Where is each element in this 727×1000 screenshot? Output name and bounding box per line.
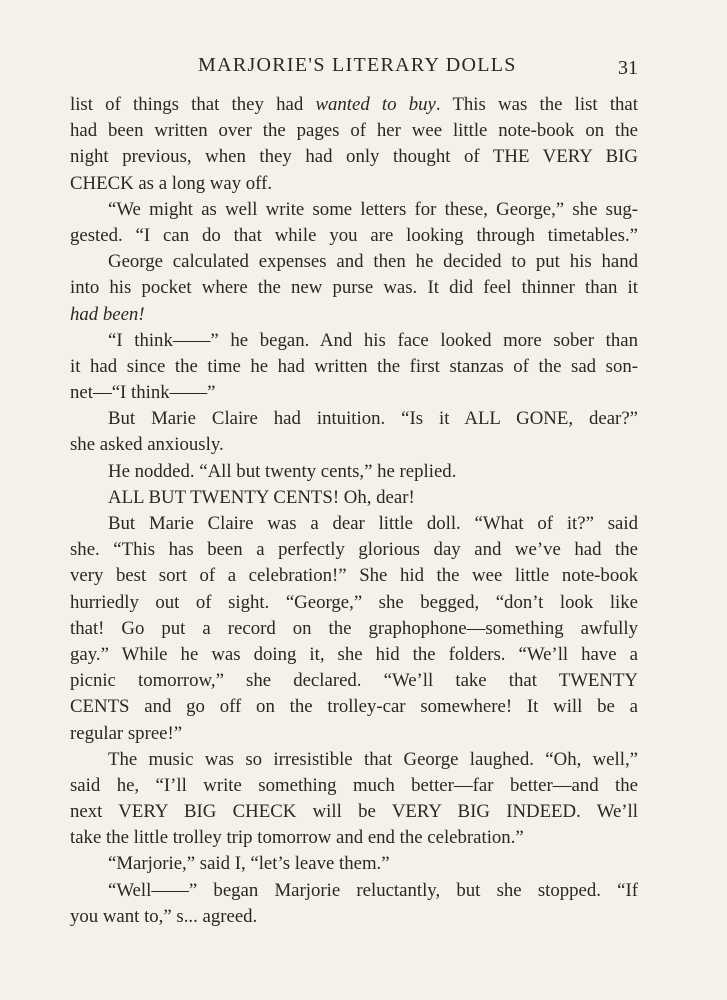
text-line: regular spree!” xyxy=(70,722,183,744)
text-line: that! Go put a record on the graphophone—something awfully xyxy=(70,617,638,639)
text-line: you want to,” s... agreed. xyxy=(70,905,258,927)
text-line: gay.” While he was doing it, she hid the folders. “We’ll have a xyxy=(70,643,638,665)
text-line: net—“I think——” xyxy=(70,382,216,404)
text-line: she. “This has been a perfectly glorious day and we’ve had the xyxy=(70,539,638,561)
text-line: CENTS and go off on the trolley-car somewhere! It will be a xyxy=(70,696,638,718)
body-text xyxy=(70,92,638,930)
text-line: hurriedly out of sight. “George,” she begged, “don’t look like xyxy=(70,591,638,613)
text-line: said he, “I’ll write something much better—far better—and the xyxy=(70,774,638,796)
text-line: “We might as well write some letters for these, George,” she sug- xyxy=(108,198,638,220)
emphasis: had been! xyxy=(70,303,145,325)
text-line: gested. “I can do that while you are looking through timetables.” xyxy=(70,224,638,246)
text-line: George calculated expenses and then he decided to put his hand xyxy=(108,251,638,273)
text-line: next VERY BIG CHECK will be VERY BIG INDEED. We’ll xyxy=(70,801,638,823)
text-line: list of things that they had wanted to buy. This was the list that xyxy=(70,94,638,115)
running-title: MARJORIE'S LITERARY DOLLS xyxy=(198,54,517,76)
text-line xyxy=(70,302,638,328)
text-line: night previous, when they had only thought of THE VERY BIG xyxy=(70,146,638,168)
page-number: 31 xyxy=(618,57,638,79)
text-line: He nodded. “All but twenty cents,” he replied. xyxy=(108,460,457,482)
text-line: But Marie Claire was a dear little doll. “What of it?” said xyxy=(108,513,638,534)
text-line: picnic tomorrow,” she declared. “We’ll take that TWENTY xyxy=(70,670,638,692)
text-line: “Well——” began Marjorie reluctantly, but she stopped. “If xyxy=(108,879,638,901)
page-header xyxy=(0,54,727,84)
text-line: it had since the time he had written the first stanzas of the sad son- xyxy=(70,355,638,377)
text-line: had been written over the pages of her wee little note-book on the xyxy=(70,120,638,142)
text-line: very best sort of a celebration!” She hid the wee little note-book xyxy=(70,565,638,587)
text-line: “Marjorie,” said I, “let’s leave them.” xyxy=(108,853,390,875)
text-line: she asked anxiously. xyxy=(70,434,224,456)
text-line: “I think——” he began. And his face looked more sober than xyxy=(108,329,638,351)
text-line: CHECK as a long way off. xyxy=(70,172,273,194)
text-line: The music was so irresistible that George laughed. “Oh, well,” xyxy=(108,748,638,770)
emphasis: wanted to buy xyxy=(315,94,436,115)
text-line: ALL BUT TWENTY CENTS! Oh, dear! xyxy=(108,486,415,508)
text-line: But Marie Claire had intuition. “Is it ALL GONE, dear?” xyxy=(108,408,638,430)
text-line: take the little trolley trip tomorrow and end the celebration.” xyxy=(70,827,524,849)
text-line: into his pocket where the new purse was. It did feel thinner than it xyxy=(70,277,638,299)
